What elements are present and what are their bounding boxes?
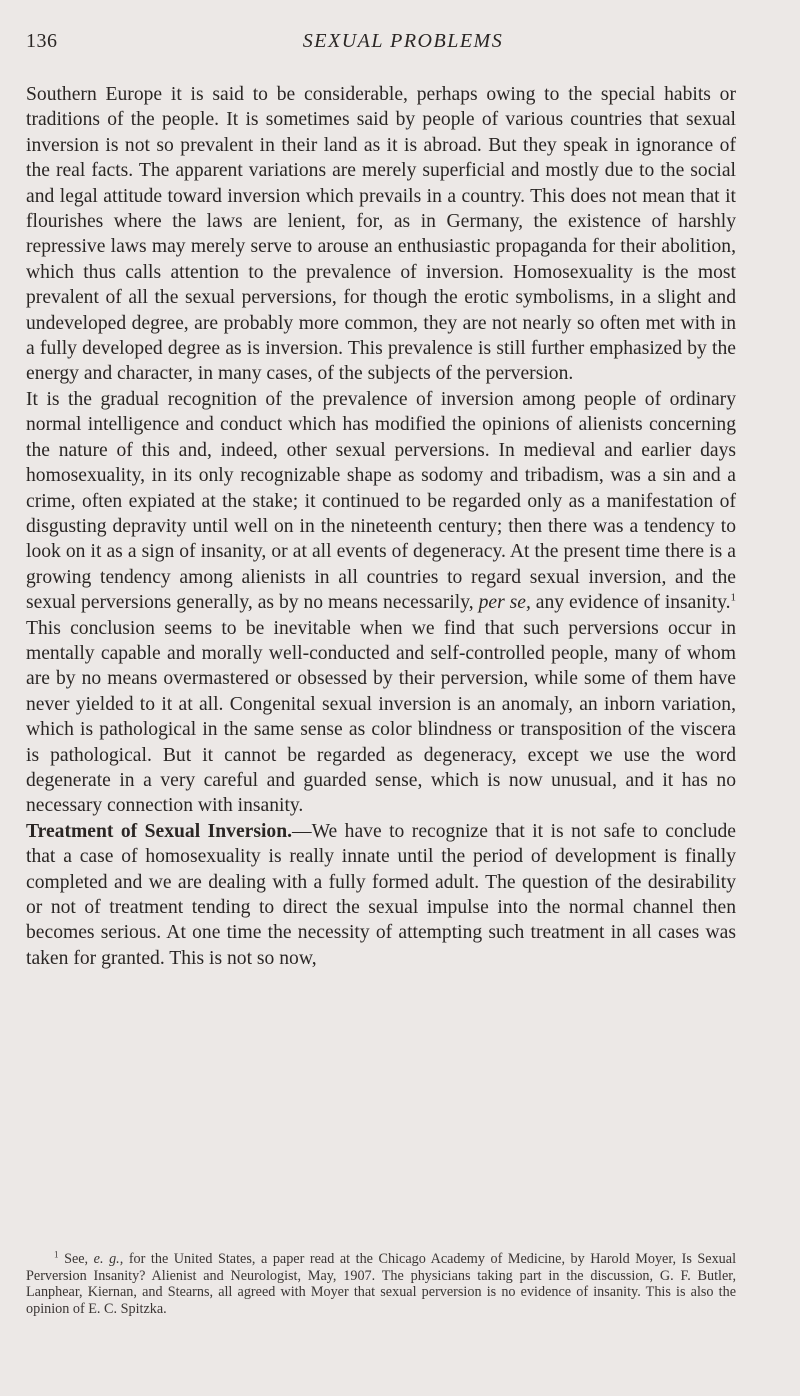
footnote-text-b: for the United States, a paper read at the Chicago Academy of Medicine, by Harold Moyer, Is Sexual Perversion Insanity? Alienist and Neurologist, May, 1907. The physicians taking part in the discussion, G. F. Butler, Lanphear, Kiernan, and Stearns, all agreed with Moyer that sexual perversion is no evidence of insanity. This is also the opinion of E. C. Spitzka.: [26, 1251, 737, 1317]
running-title: SEXUAL PROBLEMS: [302, 30, 504, 52]
section-heading: Treatment of Sexual Inversion.: [26, 820, 292, 842]
paragraph-2-italic: per se,: [478, 592, 531, 614]
paragraph-2-part-c: This conclusion seems to be inevitable when we find that such perversions occur in mentally capable and morally well-conducted and self-controlled people, many of whom are by no means overmastered or obsessed by their perversion, while some of them have never yielded to it at all. Congenital sexual inversion is an anomaly, an inborn variation, which is pathological in the same sense as color blindness or transposition of the viscera is pathological. But it cannot be regarded as degeneracy, except we use the word degenerate in a very careful and guarded sense, which is now unusual, and it has no necessary connection with insanity.: [26, 617, 736, 817]
footnote-1: [26, 1251, 736, 1317]
body-text: [26, 82, 736, 971]
page-header: [26, 30, 740, 66]
footnote-text-a: See,: [64, 1251, 89, 1267]
page-number: 136: [26, 30, 58, 52]
paragraph-2: [26, 387, 736, 819]
paragraph-1: Southern Europe it is said to be considerable, perhaps owing to the special habits or traditions of the people. It is sometimes said by people of various countries that sexual inversion is not so prevalent in their land as it is abroad. But they speak in ignorance of the real facts. The apparent variations are merely superficial and mostly due to the social and legal attitude toward inversion which prevails in a country. This does not mean that it flourishes where the laws are lenient, for, as in Germany, the existence of harshly repressive laws may merely serve to arouse an enthusiastic propaganda for their abolition, which thus calls attention to the prevalence of inversion. Homosexuality is the most prevalent of all the sexual perversions, for though the erotic symbolisms, in a slight and undeveloped degree, are probably more common, they are not nearly so often met with in a fully developed degree as is inversion. This prevalence is still further emphasized by the energy and character, in many cases, of the subjects of the perversion.: [26, 84, 736, 385]
paragraph-3-text: —We have to recognize that it is not safe to conclude that a case of homosexuality is really innate until the period of development is finally completed and we are dealing with a fully formed adult. The question of the desirability or not of treatment tending to direct the sexual impulse into the normal channel then becomes serious. At one time the necessity of attempting such treatment in all cases was taken for granted. This is not so now,: [26, 820, 736, 969]
footnote-text-italic: e. g.,: [93, 1251, 124, 1267]
paragraph-3: [26, 819, 736, 971]
footnote-marker: 1: [54, 1249, 59, 1260]
paragraph-2-part-a: It is the gradual recognition of the prevalence of inversion among people of ordinary normal intelligence and conduct which has modified the opinions of alienists concerning the nature of this and, indeed, other sexual perversions. In medieval and earlier days homosexuality, in its only recognizable shape as sodomy and tribadism, was a sin and a crime, often expiated at the stake; it continued to be regarded only as a manifestation of disgusting depravity until well on in the nineteenth century; then there was a tendency to look on it as a sign of insanity, or at all events of degeneracy. At the present time there is a growing tendency among alienists in all countries to regard sexual inversion, and the sexual perversions generally, as by no means necessarily,: [26, 388, 736, 614]
footnotes: [26, 1251, 736, 1317]
paragraph-2-part-b: any evidence of insanity.: [535, 592, 731, 614]
footnote-reference[interactable]: 1: [730, 591, 736, 604]
